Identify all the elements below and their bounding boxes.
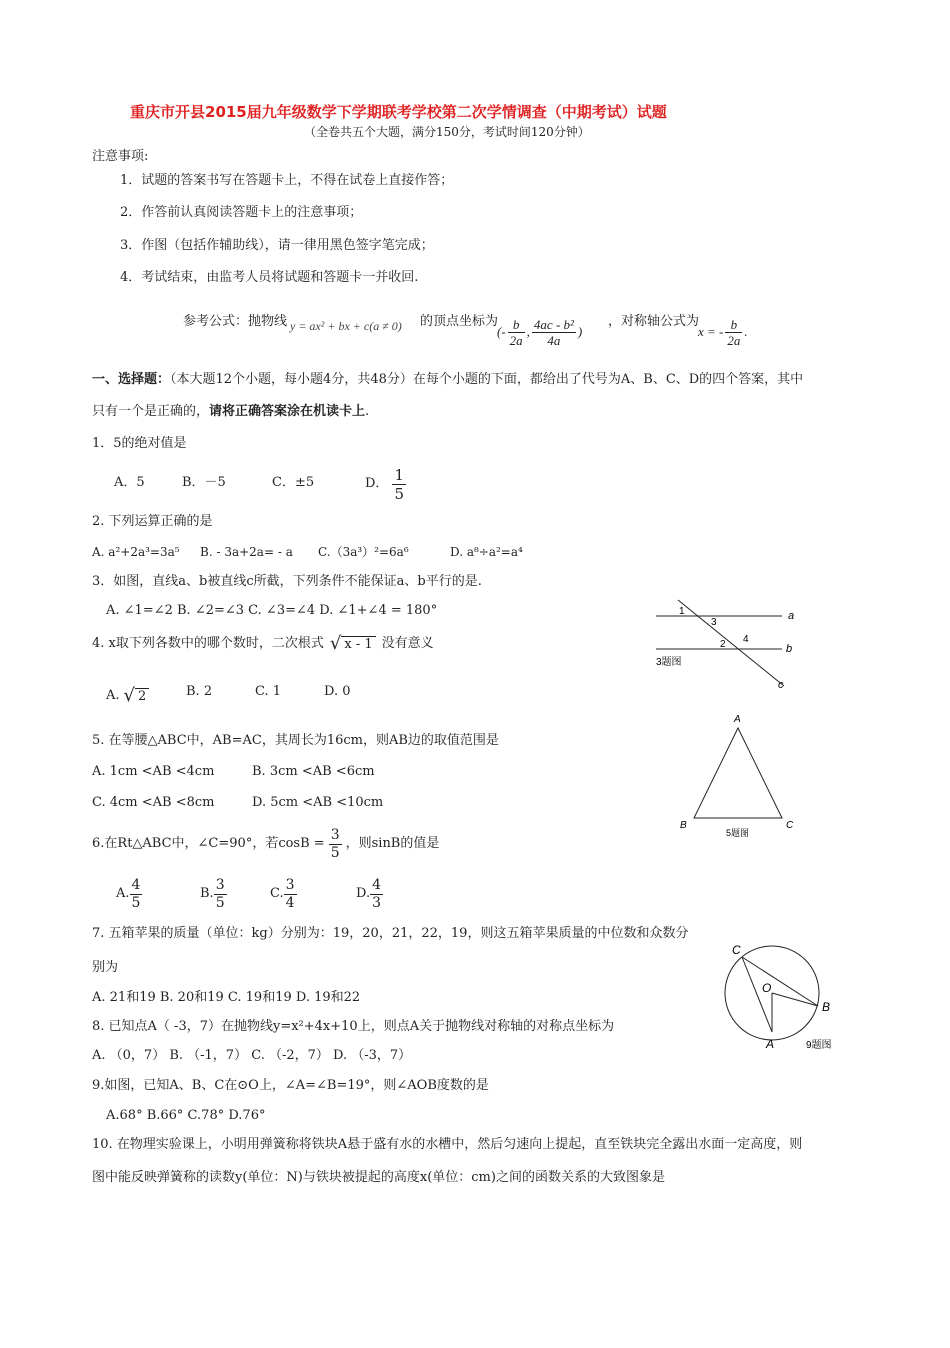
- q10-stem-line1: 10. 在物理实验课上，小明用弹簧称将铁块A悬于盛有水的水槽中，然后匀速向上提起，直至铁块完全露出水面一定高度，则: [92, 1137, 803, 1152]
- section1-desc: （本大题12个小题，每小题4分，共48分）在每个小题的下面，都给出了代号为A、B、C、D的四个答案，其中: [170, 372, 804, 387]
- q5-figure-label: 5题图: [726, 828, 750, 838]
- q4-option-a-label: A.: [106, 688, 120, 703]
- q6-option-b-fraction: [214, 877, 227, 912]
- q6-cos-fraction: [329, 827, 342, 862]
- q9-stem: 9.如图，已知A、B、C在⊙O上，∠A=∠B=19°，则∠AOB度数的是: [92, 1078, 489, 1093]
- q6-option-b: [200, 876, 227, 912]
- vertex-x-den: 2a: [509, 332, 523, 348]
- q6-d-num: 4: [372, 876, 382, 893]
- radical-icon: √: [123, 685, 136, 706]
- q4-option-b: B. 2: [186, 684, 213, 699]
- note-item: 1．试题的答案书写在答题卡上，不得在试卷上直接作答；: [120, 173, 454, 188]
- formula-vertex: [497, 312, 582, 352]
- q6-stem-a: 6.在Rt△ABC中，∠C=90°，若cosB =: [92, 836, 325, 851]
- axis-den: 2a: [727, 332, 741, 348]
- q8-stem: 8. 已知点A（ -3，7）在抛物线y=x²+4x+10上，则点A关于抛物线对称轴的对称点坐标为: [92, 1019, 615, 1034]
- line-b-label: b: [786, 643, 793, 655]
- q10-stem-line2: 图中能反映弹簧称的读数y(单位：N)与铁块被提起的高度x(单位：cm)之间的函数关系的大致图象是: [92, 1170, 665, 1185]
- vertex-b-label: B: [680, 820, 687, 831]
- q1-d-den: 5: [394, 484, 404, 503]
- radius-ob: [772, 993, 818, 1006]
- chord-cb: [742, 957, 818, 1006]
- vertex-x-num: b: [508, 317, 525, 333]
- q2-option-a: A. a²+2a³=3a⁵: [92, 545, 180, 559]
- q4-radicand: x - 1: [341, 636, 375, 653]
- vertex-y-num: 4ac - b²: [533, 316, 574, 332]
- point-b-label: B: [822, 1000, 831, 1014]
- section1-line2-a: 只有一个是正确的，: [92, 404, 210, 419]
- q6-c-den: 4: [285, 894, 295, 911]
- section1-header: [92, 372, 803, 388]
- line-c-label: c: [778, 679, 784, 691]
- formula-axis: [698, 312, 748, 352]
- q1-option-c: C．±5: [272, 475, 315, 490]
- q5-option-d: D. 5cm <AB <10cm: [252, 795, 384, 810]
- q5-option-a: A. 1cm <AB <4cm: [92, 764, 215, 779]
- note-item: 3．作图（包括作辅助线），请一律用黑色签字笔完成；: [120, 238, 434, 253]
- q7-options: A. 21和19 B. 20和19 C. 19和19 D. 19和22: [92, 990, 361, 1005]
- q3-figure-label: 3题图: [656, 657, 682, 668]
- q6-stem-b: ，则sinB的值是: [345, 836, 440, 851]
- q6-option-b-label: B.: [200, 886, 214, 901]
- q5-figure: [672, 710, 802, 840]
- q6-b-num: 3: [215, 876, 225, 893]
- angle-2-label: 2: [720, 639, 726, 650]
- q1-option-d: [365, 464, 406, 504]
- axis-num: b: [725, 317, 742, 333]
- q3-options: A. ∠1=∠2 B. ∠2=∠3 C. ∠3=∠4 D. ∠1+∠4 = 180°: [106, 603, 438, 618]
- q8-options: A. （0，7） B. （-1，7） C. （-2，7） D. （-3，7）: [92, 1048, 412, 1063]
- q6-cos-num: 3: [330, 826, 340, 843]
- line-a-label: a: [788, 610, 795, 622]
- point-o-label: O: [762, 981, 772, 995]
- q2-option-c: C.（3a³）²=6a⁶: [318, 545, 409, 559]
- q1-option-d-label: D．: [365, 476, 389, 491]
- angle-4-label: 4: [743, 634, 749, 645]
- q6-option-a: [116, 876, 142, 912]
- q2-option-b: B. - 3a+2a= - a: [200, 545, 293, 559]
- axis-lhs: x = -: [698, 324, 724, 339]
- vertex-y-fraction: [532, 317, 576, 348]
- angle-1-label: 1: [679, 606, 685, 617]
- notes-heading: 注意事项:: [92, 149, 149, 164]
- page-subtitle: （全卷共五个大题，满分150分，考试时间120分钟）: [304, 125, 590, 139]
- section1-line2-end: .: [365, 404, 370, 419]
- line-c: [678, 600, 784, 686]
- section1-instruction: 请将正确答案涂在机读卡上: [209, 404, 366, 419]
- vertex-y-den: 4a: [547, 332, 561, 348]
- q6-option-d: [356, 876, 383, 912]
- q5-option-c: C. 4cm <AB <8cm: [92, 795, 215, 810]
- vertex-c-label: C: [786, 820, 794, 831]
- note-item: 2．作答前认真阅读答题卡上的注意事项；: [120, 205, 363, 220]
- formula-vertex-text: 的顶点坐标为: [420, 314, 499, 329]
- q6-a-den: 5: [131, 894, 141, 911]
- q1-stem: 1．5的绝对值是: [92, 436, 187, 451]
- q6-c-num: 3: [285, 876, 295, 893]
- q1-d-num: 1: [394, 465, 404, 484]
- q6-option-c-fraction: [284, 877, 297, 912]
- q5-stem: 5. 在等腰△ABC中，AB=AC，其周长为16cm，则AB边的取值范围是: [92, 733, 499, 748]
- q6-option-a-fraction: [130, 877, 143, 912]
- q1-option-b: B．－5: [182, 475, 226, 490]
- axis-fraction: [725, 317, 742, 348]
- vertex-x-fraction: [508, 317, 525, 348]
- page-title: 重庆市开县2015届九年级数学下学期联考学校第二次学情调查（中期考试）试题: [130, 103, 667, 121]
- q6-cos-den: 5: [330, 844, 340, 861]
- q7-stem-line2: 别为: [92, 960, 119, 975]
- q6-option-d-fraction: [370, 877, 383, 912]
- q9-figure-label: 9题图: [806, 1040, 832, 1051]
- q5-option-b: B. 3cm <AB <6cm: [252, 764, 375, 779]
- q1-option-a: A．5: [114, 475, 145, 490]
- formula-prefix: 参考公式：抛物线: [183, 314, 288, 329]
- point-a-label: A: [766, 1037, 775, 1051]
- q4-option-c: C. 1: [255, 684, 282, 699]
- note-item: 4．考试结束，由监考人员将试题和答题卡一并收回.: [120, 270, 419, 285]
- q4-stem-a: 4. x取下列各数中的哪个数时，二次根式: [92, 636, 324, 651]
- q4-option-a: [106, 684, 149, 708]
- q2-stem: 2. 下列运算正确的是: [92, 514, 213, 529]
- q2-option-d: D. a⁸÷a²=a⁴: [450, 545, 523, 559]
- q6-option-c-label: C.: [270, 886, 284, 901]
- radical-icon: √: [329, 633, 342, 654]
- formula-parabola: y = ax² + bx + c(a ≠ 0): [290, 319, 402, 333]
- q9-figure: [718, 936, 848, 1056]
- formula-vertex-open: (-: [497, 324, 506, 339]
- formula-vertex-close: ): [577, 324, 583, 339]
- q4-option-d: D. 0: [324, 684, 351, 699]
- q3-stem: 3．如图，直线a、b被直线c所截，下列条件不能保证a、b平行的是.: [92, 574, 482, 589]
- vertex-a-label: A: [734, 714, 741, 725]
- q6-b-den: 5: [215, 894, 225, 911]
- q4-option-a-radicand: 2: [135, 688, 149, 705]
- q6-stem: [92, 826, 439, 862]
- triangle-abc: [694, 728, 782, 818]
- section1-line2: [92, 404, 369, 420]
- q7-stem-line1: 7. 五箱苹果的质量（单位：kg）分别为：19，20，21，22，19，则这五箱苹果质量的中位数和众数分: [92, 926, 689, 941]
- q3-figure: [648, 592, 808, 692]
- formula-axis-text: ，对称轴公式为: [608, 314, 700, 329]
- section1-label: 一、选择题：: [92, 372, 171, 387]
- angle-3-label: 3: [711, 617, 717, 628]
- point-c-label: C: [732, 943, 741, 957]
- vertex-separator: ,: [526, 324, 530, 339]
- q6-option-d-label: D.: [356, 886, 371, 901]
- axis-end: .: [744, 324, 748, 339]
- q6-option-a-label: A.: [116, 886, 130, 901]
- q1-option-d-fraction: [392, 466, 406, 503]
- q6-a-num: 4: [131, 876, 141, 893]
- q4-stem: [92, 632, 434, 656]
- q6-d-den: 3: [372, 894, 382, 911]
- q6-option-c: [270, 876, 297, 912]
- q4-stem-b: 没有意义: [381, 636, 434, 651]
- q9-options: A.68° B.66° C.78° D.76°: [106, 1108, 266, 1123]
